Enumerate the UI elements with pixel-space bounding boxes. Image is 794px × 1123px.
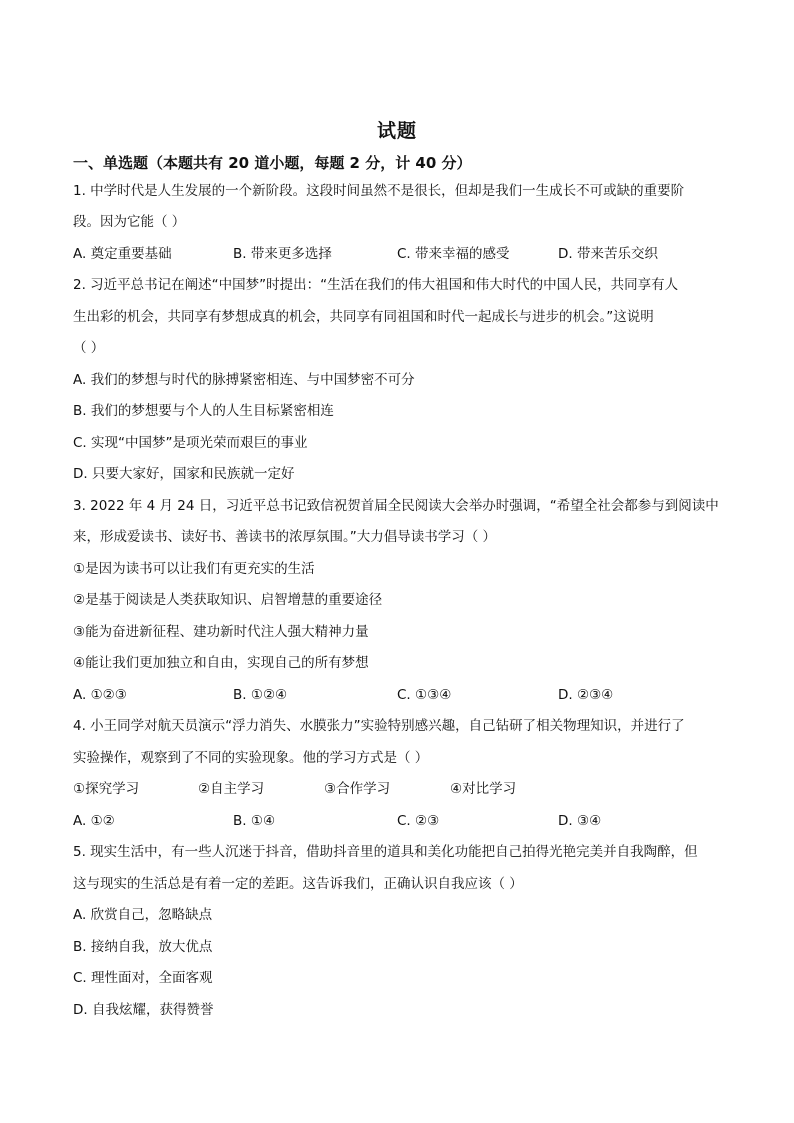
q5-option-d: D. 自我炫耀，获得赞誉: [73, 1002, 214, 1018]
q4-stem-line-1: 4. 小王同学对航天员演示“浮力消失、水膜张力”实验特别感兴趣，自己钻研了相关物理知识，并进行了: [73, 718, 685, 734]
q3-statement-1: ①是因为读书可以让我们有更充实的生活: [73, 561, 315, 577]
q4-stem-line-2: 实验操作，观察到了不同的实验现象。他的学习方式是（ ）: [73, 750, 429, 766]
q2-option-d: D. 只要大家好，国家和民族就一定好: [73, 466, 295, 482]
q4-statement-2: ②自主学习: [198, 781, 265, 797]
q5-stem-line-2: 这与现实的生活总是有着一定的差距。这告诉我们，正确认识自我应该（ ）: [73, 876, 523, 892]
q5-option-c: C. 理性面对，全面客观: [73, 970, 213, 986]
q1-stem-line-2: 段。因为它能（ ）: [73, 214, 186, 230]
q3-stem-line-1: 3. 2022 年 4 月 24 日，习近平总书记致信祝贺首届全民阅读大会举办时强调，“希望全社会都参与到阅读中: [73, 498, 719, 514]
q4-option-b: B. ①④: [233, 813, 276, 829]
q3-option-a: A. ①②③: [73, 687, 127, 703]
q1-option-b: B. 带来更多选择: [233, 246, 332, 262]
q3-statement-2: ②是基于阅读是人类获取知识、启智增慧的重要途径: [73, 592, 383, 608]
q2-stem-line-2: 生出彩的机会，共同享有梦想成真的机会，共同享有同祖国和时代一起成长与进步的机会。”这说明: [73, 309, 654, 325]
section-heading: 一、单选题（本题共有 20 道小题，每题 2 分，计 40 分）: [73, 154, 472, 172]
q2-stem-line-1: 2. 习近平总书记在阐述“中国梦”时提出：“生活在我们的伟大祖国和伟大时代的中国人民，共同享有人: [73, 277, 679, 293]
q4-statement-1: ①探究学习: [73, 781, 140, 797]
q4-option-c: C. ②③: [397, 813, 440, 829]
q1-option-a: A. 奠定重要基础: [73, 246, 172, 262]
q3-option-b: B. ①②④: [233, 687, 288, 703]
q5-option-b: B. 接纳自我，放大优点: [73, 939, 213, 955]
q3-statement-4: ④能让我们更加独立和自由，实现自己的所有梦想: [73, 655, 369, 671]
q3-option-c: C. ①③④: [397, 687, 452, 703]
q2-stem-line-3: （ ）: [73, 340, 105, 356]
q2-option-c: C. 实现“中国梦”是项光荣而艰巨的事业: [73, 435, 308, 451]
q4-statement-4: ④对比学习: [450, 781, 517, 797]
q2-option-a: A. 我们的梦想与时代的脉搏紧密相连、与中国梦密不可分: [73, 372, 415, 388]
q1-stem-line-1: 1. 中学时代是人生发展的一个新阶段。这段时间虽然不是很长，但却是我们一生成长不可或缺的重要阶: [73, 183, 685, 199]
q4-option-d: D. ③④: [558, 813, 602, 829]
q2-option-b: B. 我们的梦想要与个人的人生目标紧密相连: [73, 403, 334, 419]
q3-stem-line-2: 来，形成爱读书、读好书、善读书的浓厚氛围。”大力倡导读书学习（ ）: [73, 529, 497, 545]
page-title: 试题: [376, 120, 417, 142]
q1-option-c: C. 带来幸福的感受: [397, 246, 510, 262]
q1-option-d: D. 带来苦乐交织: [558, 246, 658, 262]
q4-statement-3: ③合作学习: [324, 781, 391, 797]
q5-option-a: A. 欣赏自己，忽略缺点: [73, 907, 213, 923]
q4-option-a: A. ①②: [73, 813, 115, 829]
q3-statement-3: ③能为奋进新征程、建功新时代注人强大精神力量: [73, 624, 369, 640]
q5-stem-line-1: 5. 现实生活中，有一些人沉迷于抖音，借助抖音里的道具和美化功能把自己拍得光艳完美并自我陶醉，但: [73, 844, 698, 860]
q3-option-d: D. ②③④: [558, 687, 614, 703]
